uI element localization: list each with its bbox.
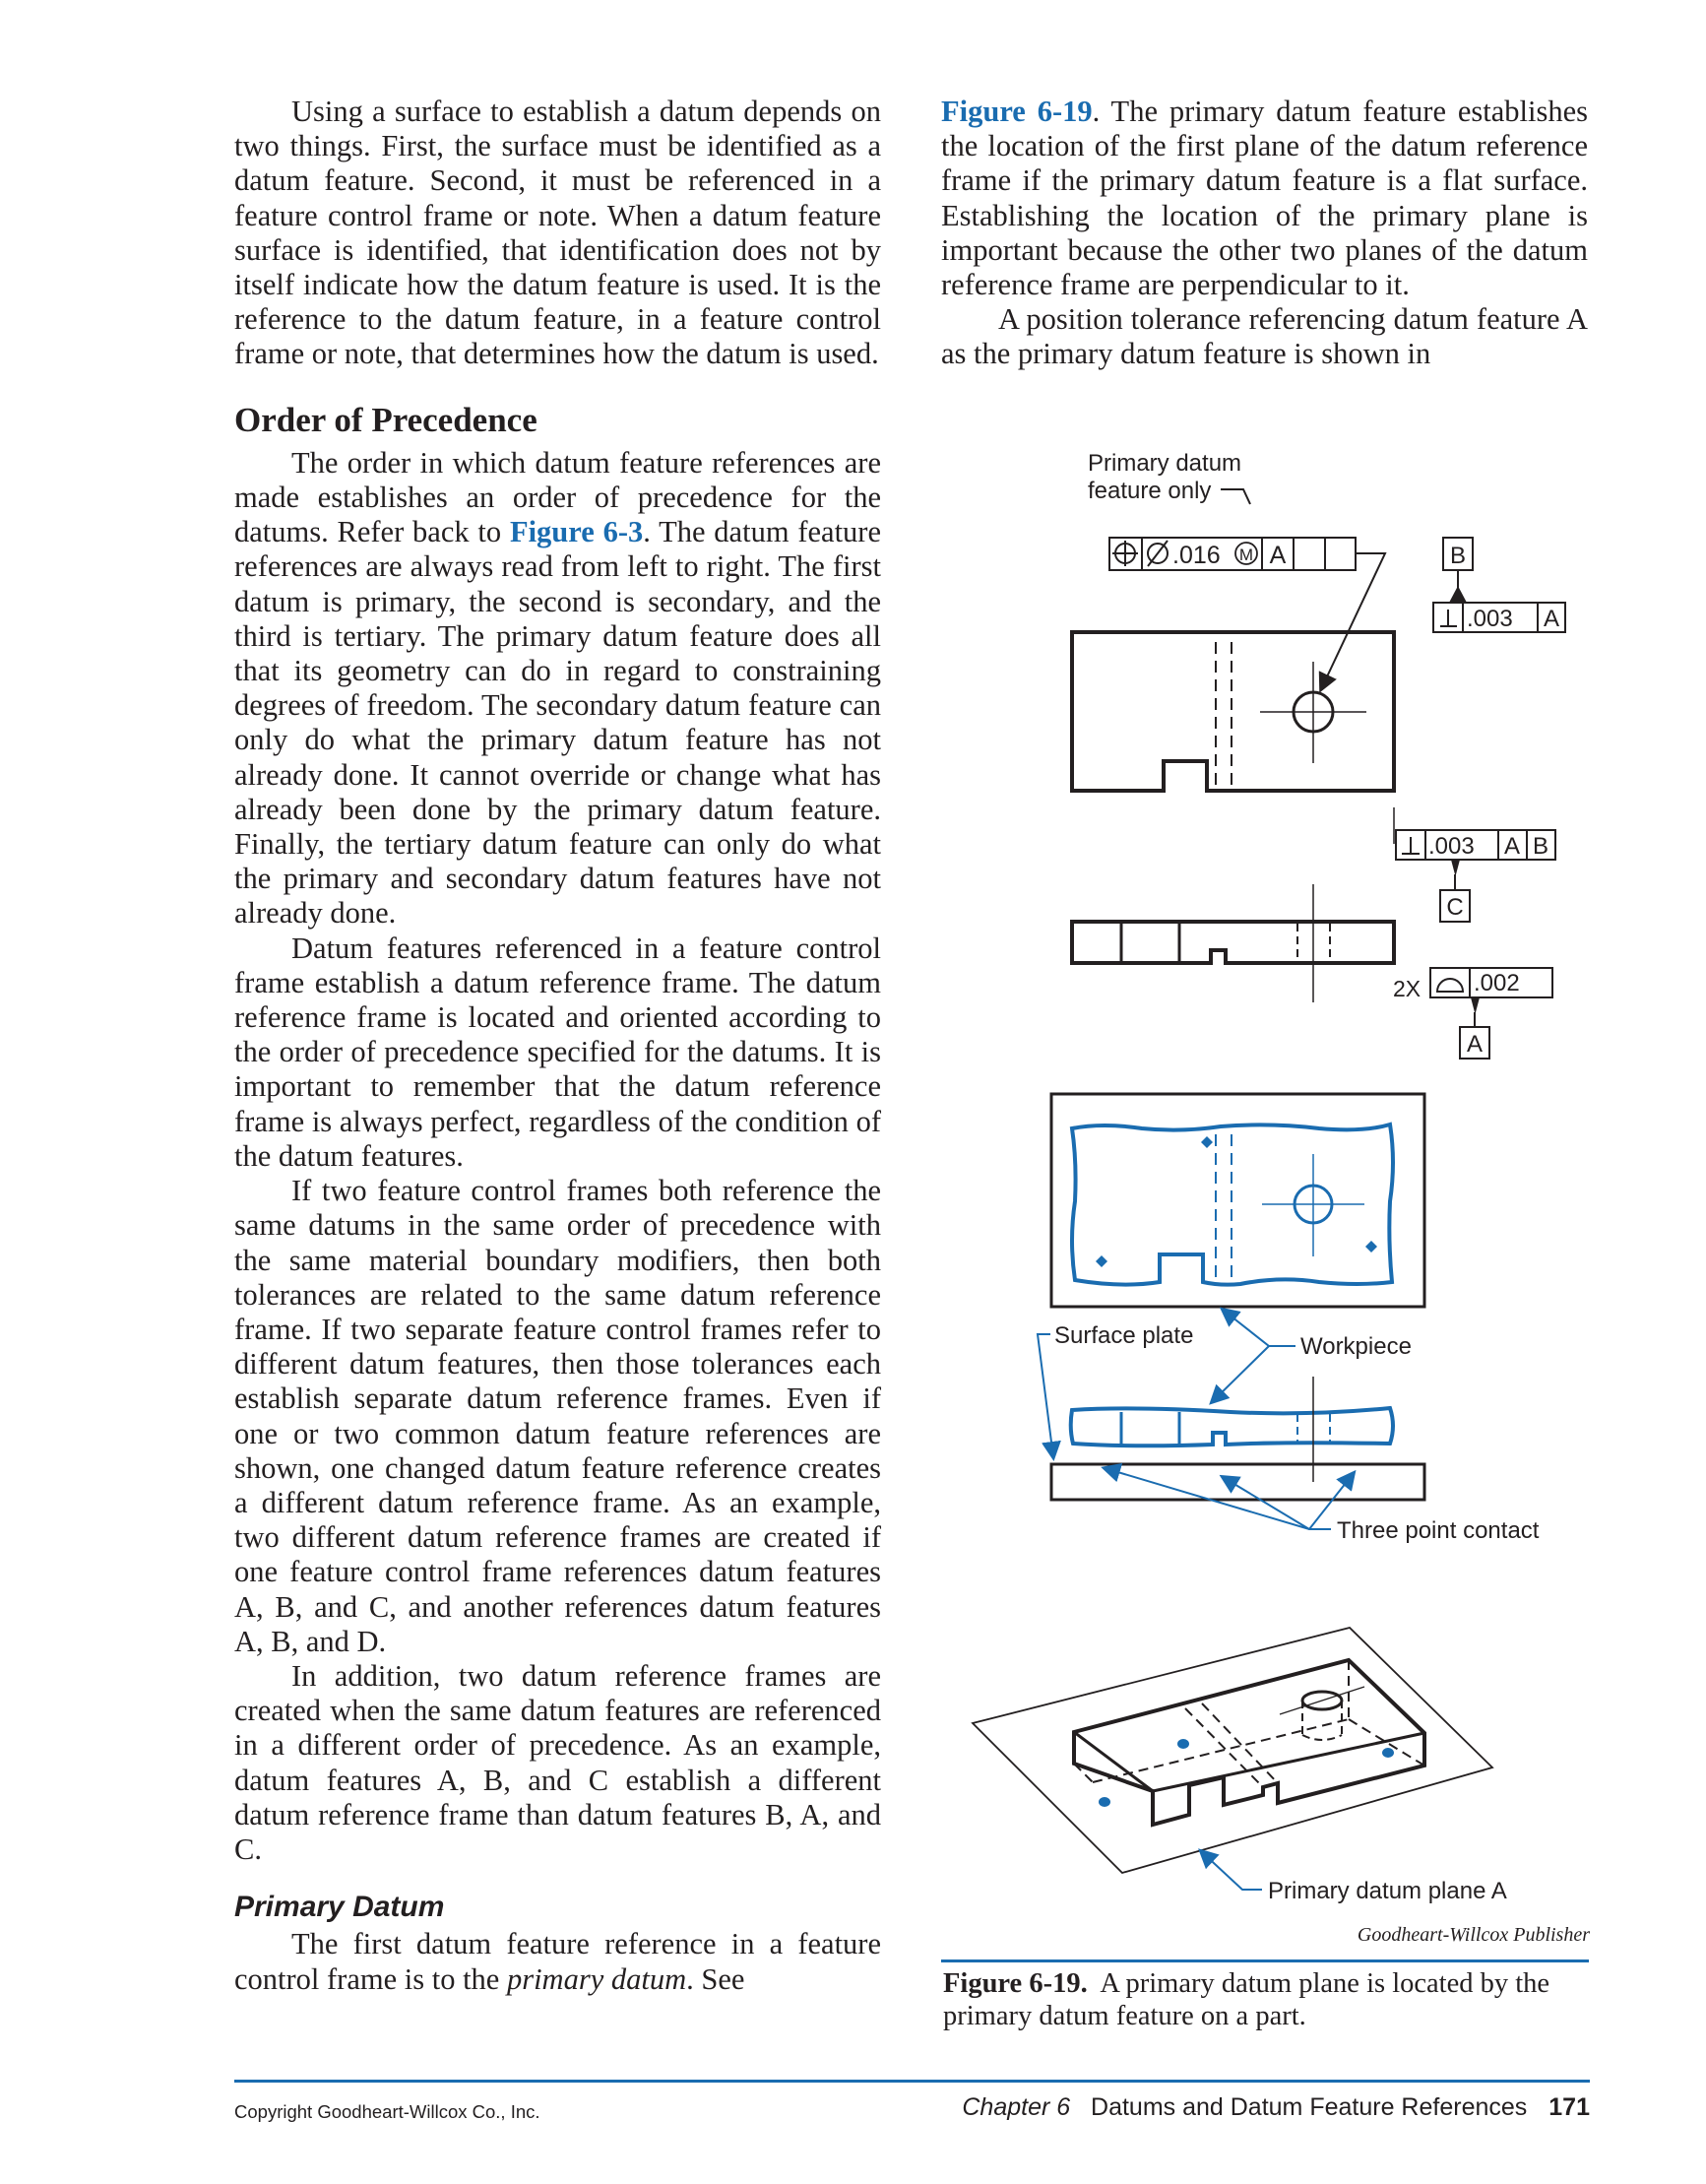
top-view-part [1072,632,1394,791]
leader-arrow [1038,1334,1053,1457]
paragraph-text: The first datum feature reference in a feature control frame is to the [234,1927,881,1996]
left-column [234,95,881,1997]
paragraph-text: The order in which datum feature references are made establishes an order of precedence for the datums. Refer back to [234,445,881,549]
footer-running-head [962,2093,1590,2122]
footer-chapter-title: Datums and Datum Feature References [1091,2093,1528,2121]
datum-triangle-icon [1451,860,1460,876]
caption-label: Figure 6-19. [943,1968,1088,1999]
datum-letter: B [1449,543,1467,569]
figure-caption [943,1967,1589,2032]
tolerance-value: .016 [1172,542,1221,569]
label-three-point-contact: Three point contact [1337,1517,1540,1544]
footer-chapter: Chapter 6 [962,2093,1071,2121]
feature-control-frame-profile [1430,968,1552,997]
datum-letter: A [1466,1031,1484,1058]
paragraph-text: . The primary datum feature establishes the location of the first plane of the datum reference frame if the primary datum feature is a flat surface. Establishing the location of the primary plane is important because the other two planes of the datum reference frame are perpendicular to it. [941,95,1589,302]
paragraph-text: . The datum feature references are always read from left to right. The first datum is primary, the second is secondary, and the third is tertiary. The primary datum feature does all that its geometry can do in regard to constraining degrees of freedom. The secondary datum feature can only do what the primary datum feature has not already done. It cannot override or change what has already been done by the primary datum feature. Finally, the tertiary datum feature can only do what the primary and secondary datum features have not already done. [234,515,881,931]
feature-control-frame-perpendicularity-ab [1396,830,1555,860]
datum-reference: A [1269,542,1287,569]
feature-control-frame-position [1109,538,1356,570]
label-primary-datum-plane-a: Primary datum plane A [1268,1878,1507,1904]
leader-arrow [1201,1851,1262,1890]
figure-reference-link[interactable]: Figure 6-3 [509,515,644,549]
datum-triangle-icon [1449,586,1467,603]
footer-copyright: Copyright Goodheart-Willcox Co., Inc. [234,2101,540,2122]
paragraph: In addition, two datum reference frames are created when the same datum features are referenced in a different order of precedence. As an example, datum features A, B, and C establish a different datum reference frame than datum features B, A, and C. [234,1658,881,1866]
label-surface-plate: Surface plate [1054,1322,1194,1349]
caption-rule [941,1959,1589,1962]
emphasis-term: primary datum [506,1961,687,1996]
tolerance-value: .003 [1428,833,1475,860]
leader-arrow [1321,553,1385,689]
paragraph-text: . See [686,1961,745,1996]
page-number: 171 [1548,2093,1590,2121]
paragraph [234,446,881,931]
workpiece-front-view [1071,1408,1393,1445]
paragraph [234,1927,881,1996]
paragraph: A position tolerance referencing datum feature A as the primary datum feature is shown in [941,302,1588,371]
count-prefix: 2X [1393,976,1422,1001]
paragraph: If two feature control frames both reference the same datums in the same order of precedence with the same material boundary modifiers, then both tolerances are related to the same datum reference frame. If two separate feature control frames refer to different datum features, then those tolerances each establish separate datum reference frames. Even if one or two common datum feature references are shown, one changed datum feature reference creates a different datum reference frame. As an example, two different datum reference frames are created if one feature control frame references datum features A, B, and C, and another references datum features A, B, and D. [234,1174,881,1658]
contact-point-icon [1096,1136,1377,1267]
leader-line [1221,489,1250,504]
datum-reference: A [1543,606,1560,632]
figure-6-19-illustration [941,433,1591,1920]
paragraph [941,95,1588,302]
footer-rule [234,2080,1590,2083]
tolerance-value: .002 [1474,970,1520,996]
right-column [941,95,1588,372]
paragraph: Using a surface to establish a datum depends on two things. First, the surface must be identified as a datum feature. Second, it must be referenced in a feature control frame or note. When a datum feature surface is identified, that identification does not by itself indicate how the datum feature is used. It is the reference to the datum feature, in a feature control frame or note, that determines how the datum is used. [234,95,881,371]
workpiece-top-view [1072,1124,1393,1285]
figure-reference-link[interactable]: Figure 6-19 [941,95,1093,128]
leader-arrow [1212,1346,1269,1402]
label-primary-datum-line1: Primary datum [1088,450,1242,477]
datum-reference: B [1532,833,1549,860]
datum-reference: A [1503,833,1521,860]
datum-letter: C [1446,894,1464,921]
front-view-part [1072,884,1394,1002]
tolerance-value: .003 [1467,606,1513,632]
image-credit: Goodheart-Willcox Publisher [1357,1924,1590,1946]
subsection-heading-primary-datum: Primary Datum [234,1891,445,1924]
caption-text: A primary datum plane is located by the primary datum feature on a part. [943,1968,1550,2031]
paragraph: Datum features referenced in a feature control frame establish a datum reference frame. The datum reference frame is located and oriented according to the order of precedence specified for the datums. It is important to remember that the datum reference frame is always perfect, regardless of the condition of the datum features. [234,931,881,1173]
primary-datum-plane [973,1628,1492,1873]
mmc-modifier-letter: M [1238,546,1254,564]
leader-arrow [1223,1310,1295,1346]
label-workpiece: Workpiece [1300,1333,1412,1360]
feature-control-frame-perpendicularity [1433,603,1565,632]
datum-triangle-icon [1471,997,1480,1014]
label-primary-datum-line2: feature only [1088,478,1212,504]
section-heading-order-of-precedence: Order of Precedence [234,400,537,439]
